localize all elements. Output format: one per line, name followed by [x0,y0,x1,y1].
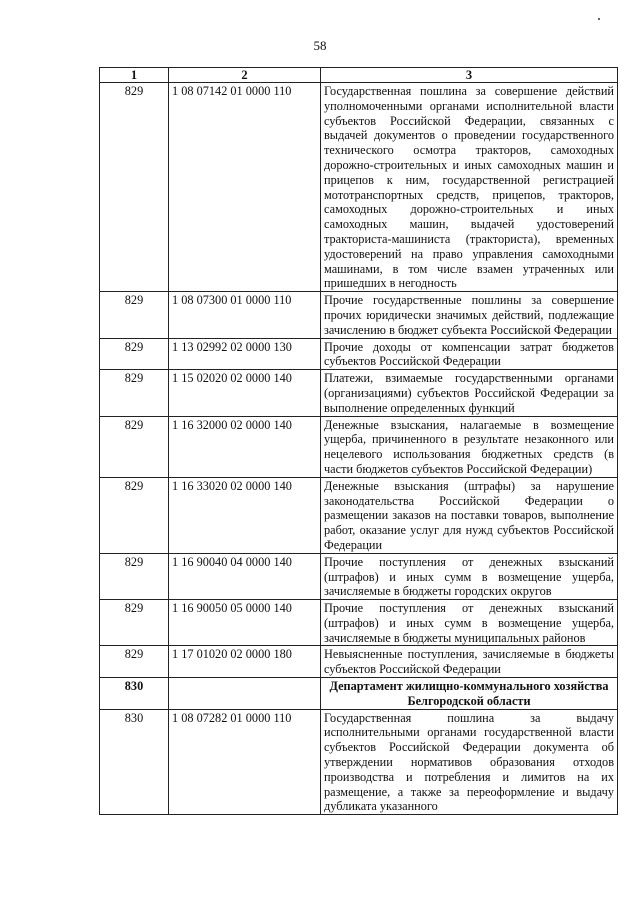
admin-code-cell: 830 [100,678,169,710]
table-row [100,83,618,292]
department-name-cell: Департамент жилищно-коммунального хозяйства Белгородской области [321,678,618,710]
table-row [100,600,618,646]
budget-code-cell: 1 16 90050 05 0000 140 [169,600,321,646]
header-col-2: 2 [169,68,321,83]
admin-code-cell: 829 [100,370,169,416]
budget-code-cell: 1 08 07142 01 0000 110 [169,83,321,292]
page-number: 58 [313,38,327,53]
admin-code-cell: 829 [100,553,169,599]
budget-code-cell: 1 16 32000 02 0000 140 [169,416,321,477]
admin-code-cell: 829 [100,292,169,338]
description-cell: Прочие поступления от денежных взысканий (штрафов) и иных сумм в возмещение ущерба, зачисляемые в бюджеты городских округов [321,553,618,599]
scan-dot [598,18,600,20]
admin-code-cell: 829 [100,338,169,370]
description-cell: Денежные взыскания, налагаемые в возмещение ущерба, причиненного в результате незаконного или нецелевого использования бюджетных средств (в части бюджетов субъектов Российской Федерации) [321,416,618,477]
description-cell: Прочие доходы от компенсации затрат бюджетов субъектов Российской Федерации [321,338,618,370]
budget-code-cell [169,678,321,710]
description-cell: Прочие государственные пошлины за совершение прочих юридически значимых действий, подлежащие зачислению в бюджет субъекта Российской Федерации [321,292,618,338]
budget-code-cell: 1 08 07282 01 0000 110 [169,709,321,815]
budget-code-cell: 1 16 33020 02 0000 140 [169,477,321,553]
table-row [100,553,618,599]
admin-code-cell: 829 [100,416,169,477]
budget-code-cell: 1 15 02020 02 0000 140 [169,370,321,416]
table-row [100,477,618,553]
admin-code-cell: 829 [100,477,169,553]
revenue-codes-table [99,67,618,815]
budget-code-cell: 1 08 07300 01 0000 110 [169,292,321,338]
table-row [100,709,618,815]
budget-code-cell: 1 13 02992 02 0000 130 [169,338,321,370]
budget-code-cell: 1 17 01020 02 0000 180 [169,646,321,678]
table-row [100,370,618,416]
header-col-3: 3 [321,68,618,83]
table-row [100,338,618,370]
description-cell: Прочие поступления от денежных взысканий (штрафов) и иных сумм в возмещение ущерба, зачисляемые в бюджеты муниципальных районов [321,600,618,646]
admin-code-cell: 829 [100,83,169,292]
department-row [100,678,618,710]
budget-code-cell: 1 16 90040 04 0000 140 [169,553,321,599]
description-cell: Невыясненные поступления, зачисляемые в бюджеты субъектов Российской Федерации [321,646,618,678]
description-cell: Государственная пошлина за совершение действий уполномоченными органами исполнительной власти субъектов Российской Федерации, связанных с выдачей документов о проведении государственного технического осмотра тракторов, самоходных дорожно-строительных и иных самоходных машин и прицепов к ним, государственной регистрацией мототранспортных средств, прицепов, тракторов, самоходных дорожно-строительных и иных самоходных машин, выдачей удостоверений тракториста-машиниста (тракториста), временных удостоверений на право управления самоходными машинами, в том числе взамен утраченных или пришедших в негодность [321,83,618,292]
table-row [100,416,618,477]
table-row [100,646,618,678]
table-row [100,292,618,338]
description-cell: Платежи, взимаемые государственными органами (организациями) субъектов Российской Федерации за выполнение определенных функций [321,370,618,416]
admin-code-cell: 829 [100,646,169,678]
description-cell: Государственная пошлина за выдачу исполнительными органами государственной власти субъектов Российской Федерации документа об утверждении нормативов образования отходов производства и потребления и лимитов на их размещение, а также за переоформление и выдачу дубликата указанного [321,709,618,815]
description-cell: Денежные взыскания (штрафы) за нарушение законодательства Российской Федерации о размещении заказов на поставки товаров, выполнение работ, оказание услуг для нужд субъектов Российской Федерации [321,477,618,553]
header-col-1: 1 [100,68,169,83]
admin-code-cell: 830 [100,709,169,815]
table-header-row [100,68,618,83]
table-body [100,83,618,815]
admin-code-cell: 829 [100,600,169,646]
